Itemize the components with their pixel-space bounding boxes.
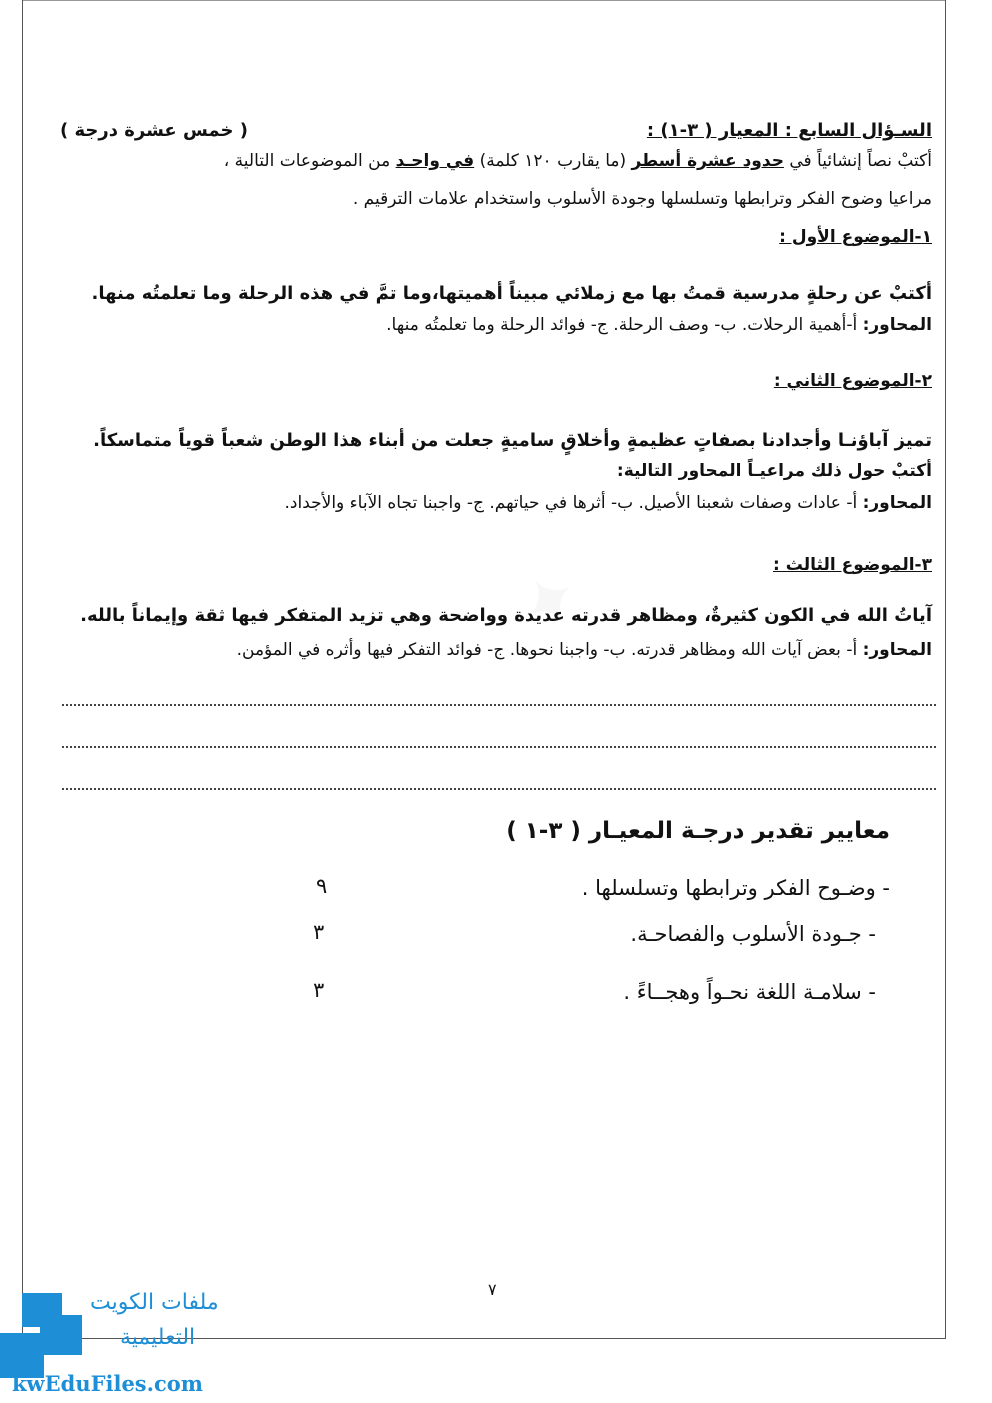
topic-3-axes-label: المحاور: (862, 640, 932, 660)
topic-2-body: تميز آباؤنـا وأجدادنا بصفاتٍ عظيمةٍ وأخلاقٍ ساميةٍ جعلت من أبناء هذا الوطن شعباً قوياً متماسكاً. (93, 430, 932, 451)
topic-2-body-2: أكتبْ حول ذلك مراعيـاً المحاور التالية: (616, 461, 932, 481)
criteria-item-2: - جـودة الأسلوب والفصاحـة. (630, 922, 876, 946)
topic-2-axes (60, 493, 932, 513)
topic-1-heading: ١-الموضوع الأول : (779, 227, 932, 247)
criteria-item-3: - سلامـة اللغة نحـواً وهجــاءً . (623, 980, 876, 1004)
question-title: السـؤال السابع : المعيار ( ٣-١) : (646, 120, 932, 141)
criteria-item-1: - وضـوح الفكر وترابطها وتسلسلها . (581, 876, 890, 900)
instruction-part-e: من الموضوعات التالية ، (223, 151, 391, 171)
topic-3-axes-text: أ- بعض آيات الله ومظاهر قدرته. ب- واجبنا نحوها. ج- فوائد التفكر فيها وأثره في المؤمن. (236, 640, 858, 660)
topic-2-axes-label: المحاور: (862, 493, 932, 513)
criteria-score-3: ٣ (313, 978, 325, 1002)
writing-line-2[interactable] (62, 746, 936, 748)
question-header (60, 120, 932, 141)
watermark-1: ✦ (501, 550, 599, 654)
instruction-part-a: أكتبْ نصاً إنشائياً في (789, 151, 932, 171)
topic-1-axes (60, 315, 932, 335)
instruction-part-b: حدود عشرة أسطر (631, 151, 784, 171)
instruction-line-1 (60, 151, 932, 171)
topic-3-body: آياتُ الله في الكون كثيرةٌ، ومظاهر قدرته عديدة وواضحة وهي تزيد المتفكر فيها ثقة وإيماناً بالله. (80, 605, 932, 626)
writing-line-3[interactable] (62, 788, 936, 790)
topic-2-heading: ٢-الموضوع الثاني : (773, 371, 932, 391)
criteria-title: معايير تقدير درجـة المعيـار ( ٣-١ ) (506, 818, 890, 844)
instruction-line-2: مراعيا وضوح الفكر وترابطها وتسلسلها وجودة الأسلوب واستخدام علامات الترقيم . (352, 189, 932, 209)
logo-domain: kwEduFiles.com (12, 1371, 203, 1396)
topic-1-body: أكتبْ عن رحلةٍ مدرسية قمتُ بها مع زملائي مبيناً أهميتها،وما تمَّ في هذه الرحلة وما تعلمتُه منها. (91, 283, 932, 304)
writing-line-1[interactable] (62, 704, 936, 706)
instruction-part-c: (ما يقارب ١٢٠ كلمة) (479, 151, 627, 171)
topic-1-axes-text: أ-أهمية الرحلات. ب- وصف الرحلة. ج- فوائد الرحلة وما تعلمتُه منها. (386, 315, 858, 335)
topic-1-axes-label: المحاور: (862, 315, 932, 335)
topic-3-axes (60, 640, 932, 660)
logo-subtitle: التعليمية (120, 1325, 196, 1350)
topic-3-heading: ٣-الموضوع الثالث : (773, 555, 932, 575)
logo-title: ملفات الكويت (90, 1290, 219, 1315)
criteria-score-2: ٣ (313, 920, 325, 944)
question-marks: ( خمس عشرة درجة ) (60, 120, 248, 141)
criteria-score-1: ٩ (316, 874, 328, 898)
topic-2-axes-text: أ- عادات وصفات شعبنا الأصيل. ب- أثرها في حياتهم. ج- واجبنا تجاه الآباء والأجداد. (284, 493, 858, 513)
page-number: ٧ (488, 1280, 497, 1299)
site-logo[interactable] (0, 1275, 250, 1403)
instruction-part-d: في واحـد (395, 151, 475, 171)
